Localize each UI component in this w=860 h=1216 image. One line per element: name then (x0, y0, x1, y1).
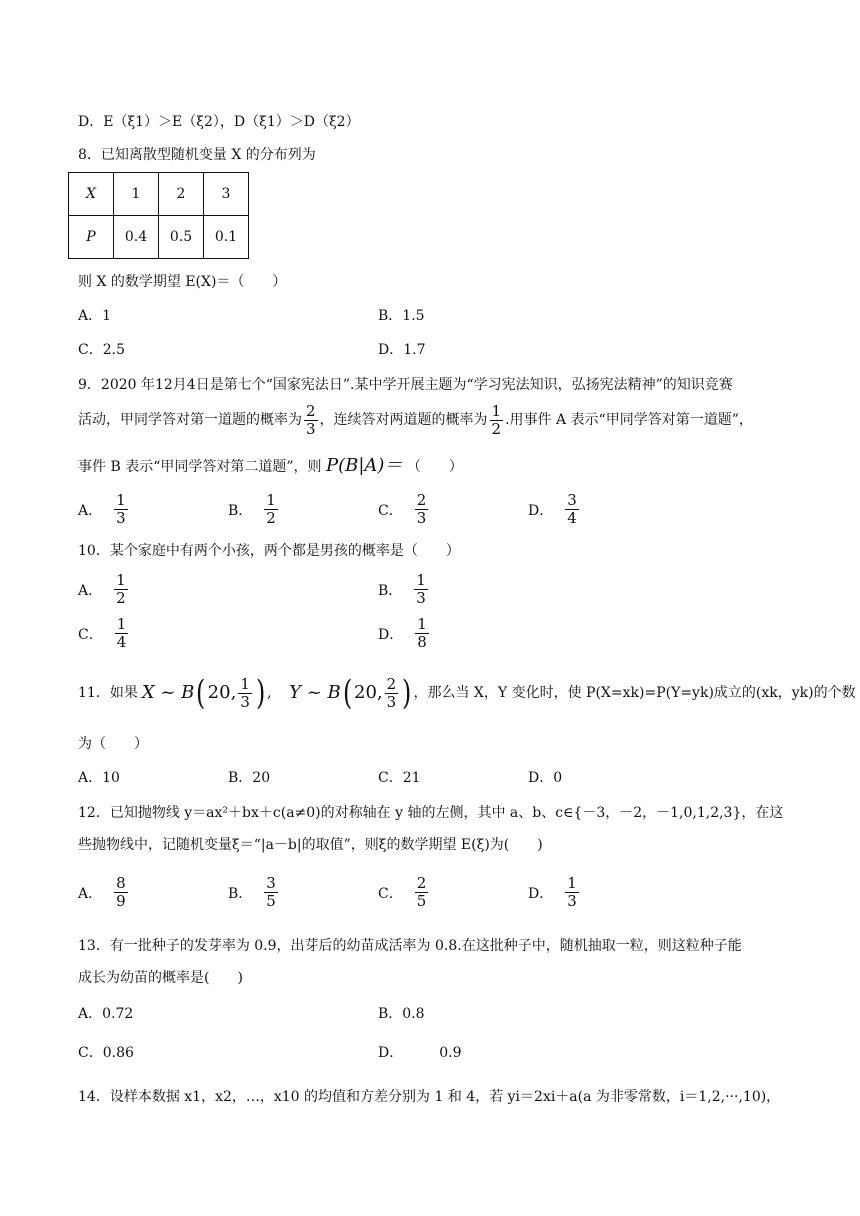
fraction-numerator: 1 (116, 491, 126, 509)
q11-line2: 为（ ） (78, 736, 148, 752)
q9-line3-a: 事件 B 表示“甲同学答对第二道题”，则 (78, 459, 322, 475)
fraction-denominator: 2 (491, 419, 502, 438)
table-row (69, 173, 249, 216)
fraction-denominator: 3 (567, 892, 577, 910)
fraction-denominator: 3 (386, 692, 397, 711)
fraction-numerator: 2 (416, 491, 427, 509)
q9-line1: 9．2020 年12月4日是第七个“国家宪法日”.某中学开展主题为“学习宪法知识，弘扬宪法精神”的知识竞赛 (78, 377, 733, 393)
q11-suffix: ，那么当 X，Y 变化时，使 P(X=xk)=P(Y=yk)成立的(xk，yk)的个数 (413, 685, 856, 701)
fraction-numerator: 1 (417, 615, 427, 633)
fraction-denominator: 2 (266, 509, 276, 527)
q13-option-b[interactable]: B．0.8 (378, 1006, 425, 1022)
option-label: A． (78, 582, 103, 599)
table-cell: P (69, 216, 114, 259)
table-cell: 0.4 (114, 216, 159, 259)
spacer: , (267, 685, 272, 701)
q8-option-d[interactable]: D．1.7 (378, 342, 426, 358)
fraction-denominator: 2 (116, 589, 126, 607)
fraction-numerator: 2 (306, 401, 316, 420)
option-fraction (264, 875, 278, 910)
q11-prefix: 11．如果 (78, 685, 138, 701)
table-cell: 1 (114, 173, 159, 216)
fraction-numerator: 8 (116, 874, 126, 892)
q10-option-c[interactable] (78, 616, 130, 651)
q12-option-c[interactable] (378, 875, 430, 910)
left-paren-icon: ( (342, 673, 353, 713)
option-label: D． (528, 502, 554, 519)
q9-line2-a: 活动，甲同学答对第一道题的概率为 (78, 412, 302, 428)
fraction-denominator: 3 (306, 419, 316, 438)
table-cell: X (69, 173, 114, 216)
q13-option-d[interactable] (378, 1043, 462, 1063)
fraction-denominator: 4 (567, 509, 577, 527)
q10-stem: 10．某个家庭中有两个小孩，两个都是男孩的概率是（ ） (78, 543, 460, 559)
option-label: C． (78, 626, 103, 643)
q11-y-distribution: Y ~ B (289, 682, 341, 703)
option-fraction (565, 875, 579, 910)
q11-option-c[interactable]: C．21 (378, 770, 421, 786)
fraction-numerator: 3 (567, 491, 577, 509)
q8-option-c[interactable]: C．2.5 (78, 342, 125, 358)
q7-option-d-text: D．E（ξ1）＞E（ξ2），D（ξ1）＞D（ξ2） (78, 114, 360, 130)
fraction-numerator: 1 (266, 491, 276, 509)
q7-option-d (78, 112, 360, 132)
option-fraction (114, 572, 128, 607)
fraction-numerator: 1 (116, 615, 127, 633)
left-paren-icon: ( (196, 673, 206, 713)
q10-option-d[interactable] (378, 616, 431, 651)
q11-y-n: 20, (354, 682, 383, 703)
fraction-denominator: 3 (416, 509, 427, 527)
q11-option-b[interactable]: B．20 (228, 770, 271, 786)
q9-line3 (78, 456, 463, 477)
fraction-denominator: 3 (240, 692, 250, 711)
q14-line1: 14．设样本数据 x1，x2，…，x10 的均值和方差分别为 1 和 4，若 yi＝2xi＋a(a 为非零常数，i＝1,2,···,10)， (78, 1089, 781, 1105)
option-value: 0.9 (439, 1045, 462, 1061)
q12-line1: 12．已知抛物线 y＝ax²＋bx＋c(a≠0)的对称轴在 y 轴的左侧，其中 a、b、c∈{－3，－2，－1,0,1,2,3}，在这 (78, 805, 784, 821)
q9-option-a[interactable] (78, 492, 130, 527)
table-row (69, 216, 249, 259)
q10-option-a[interactable] (78, 572, 130, 607)
fraction-denominator: 4 (116, 633, 127, 651)
option-fraction (114, 492, 128, 527)
fraction-numerator: 1 (116, 571, 126, 589)
q9-option-c[interactable] (378, 492, 430, 527)
option-fraction (415, 875, 429, 910)
right-paren-icon: ) (402, 673, 412, 713)
q11-option-a[interactable]: A．10 (78, 770, 120, 786)
table-cell: 2 (159, 173, 204, 216)
table-cell: 3 (204, 173, 249, 216)
option-label: B． (228, 885, 253, 902)
fraction-numerator: 2 (416, 874, 427, 892)
q8-option-b[interactable]: B．1.5 (378, 308, 425, 324)
fraction-denominator: 3 (416, 589, 426, 607)
option-fraction (264, 492, 278, 527)
q11-y-fraction (385, 676, 399, 711)
q11-x-distribution: X ~ B (141, 682, 195, 703)
q10-option-b[interactable] (378, 572, 430, 607)
q9-option-d[interactable] (528, 492, 581, 527)
q9-fraction-2 (490, 403, 504, 438)
q9-fraction-1 (304, 403, 318, 438)
q12-option-b[interactable] (228, 875, 280, 910)
option-fraction (565, 492, 579, 527)
option-fraction (115, 616, 129, 651)
table-cell: 0.5 (159, 216, 204, 259)
option-label: D． (378, 626, 404, 643)
q11-x-n: 20, (207, 682, 237, 703)
fraction-denominator: 5 (266, 892, 276, 910)
q8-option-a[interactable]: A．1 (78, 308, 112, 324)
q12-line2: 些抛物线中，记随机变量ξ＝“|a－b|的取值”，则ξ的数学期望 E(ξ)为( ) (78, 837, 543, 853)
fraction-numerator: 1 (491, 401, 502, 420)
fraction-numerator: 1 (416, 571, 426, 589)
q9-line2-b: ，连续答对两道题的概率为 (319, 412, 488, 428)
option-fraction (415, 492, 429, 527)
option-label: B． (378, 582, 403, 599)
fraction-denominator: 8 (417, 633, 427, 651)
q9-line2 (78, 400, 753, 440)
q9-option-b[interactable] (228, 492, 280, 527)
option-label: D． (528, 885, 554, 902)
q9-line2-c: .用事件 A 表示“甲同学答对第一道题”， (505, 412, 753, 428)
fraction-denominator: 3 (116, 509, 126, 527)
q8-stem: 8．已知离散型随机变量 X 的分布列为 (78, 147, 316, 163)
fraction-numerator: 1 (240, 674, 250, 693)
fraction-numerator: 2 (386, 674, 397, 693)
fraction-numerator: 3 (266, 874, 276, 892)
q13-line2: 成长为幼苗的概率是( ) (78, 970, 243, 986)
right-paren-icon: ) (255, 673, 266, 713)
q9-probability-expression: P(B|A)＝ (325, 455, 403, 476)
option-fraction (414, 572, 428, 607)
q13-line1: 13．有一批种子的发芽率为 0.9，出芽后的幼苗成活率为 0.8.在这批种子中，随机抽取一粒，则这粒种子能 (78, 938, 742, 954)
fraction-denominator: 9 (116, 892, 126, 910)
q8-distribution-table (68, 172, 249, 259)
q11-option-d[interactable]: D．0 (528, 770, 563, 786)
q8-question: 则 X 的数学期望 E(X)＝（ ） (78, 274, 287, 290)
option-label: A． (78, 885, 103, 902)
q13-option-c[interactable]: C．0.86 (78, 1045, 134, 1061)
option-label: A． (78, 502, 103, 519)
q11-x-fraction (238, 676, 252, 711)
option-label: B． (228, 502, 253, 519)
table-cell: 0.1 (204, 216, 249, 259)
fraction-denominator: 5 (416, 892, 427, 910)
q11-line1 (78, 668, 856, 718)
q12-option-d[interactable] (528, 875, 581, 910)
option-label: C． (378, 502, 403, 519)
fraction-numerator: 1 (567, 874, 577, 892)
option-label: C． (378, 885, 403, 902)
option-fraction (415, 616, 429, 651)
option-fraction (114, 875, 128, 910)
q12-option-a[interactable] (78, 875, 130, 910)
q9-line3-b: （ ） (406, 459, 463, 475)
option-label: D． (378, 1045, 404, 1061)
q13-option-a[interactable]: A．0.72 (78, 1006, 134, 1022)
